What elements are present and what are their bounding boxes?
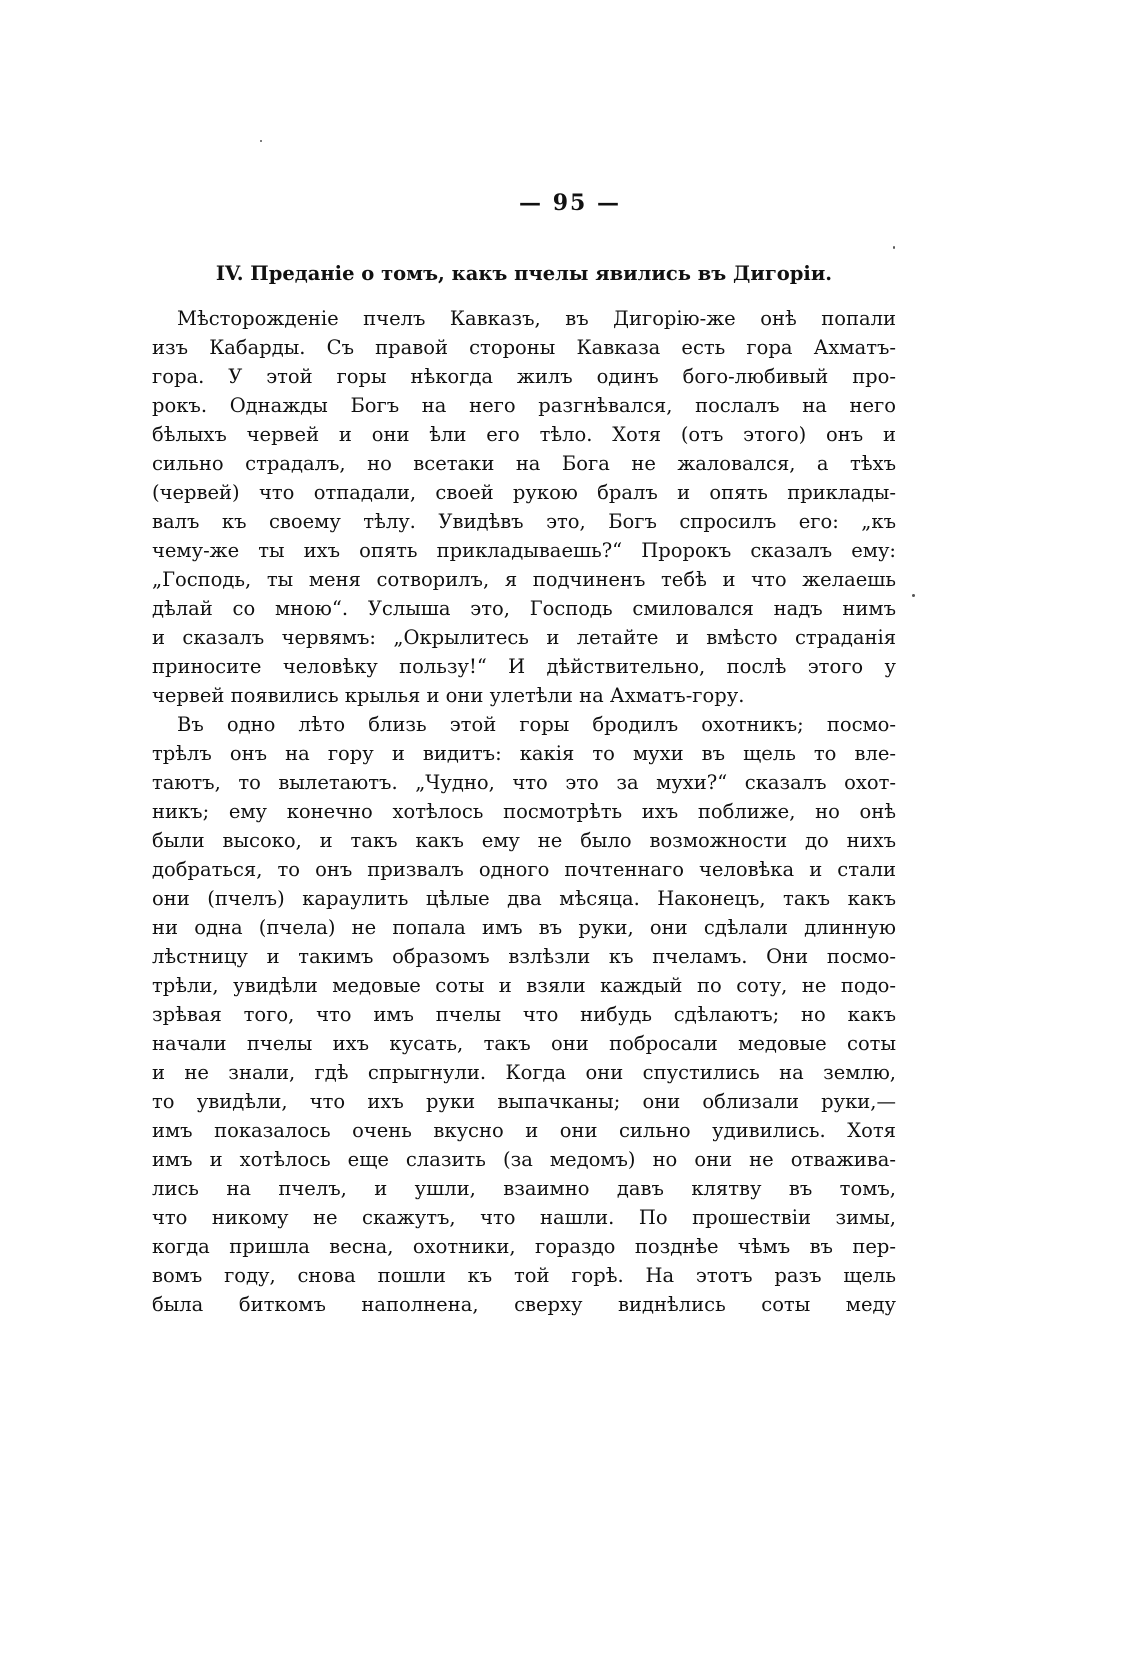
text-line: то увидѣли, что ихъ руки выпачканы; они облизали руки,— <box>152 1090 896 1113</box>
text-line: добраться, то онъ призвалъ одного почтеннаго человѣка и стали <box>152 858 896 881</box>
text-line: они (пчелъ) караулить цѣлые два мѣсяца. Наконецъ, такъ какъ <box>152 887 896 910</box>
text-line: вомъ году, снова пошли къ той горѣ. На этотъ разъ щель <box>152 1264 896 1287</box>
page-number: — 95 — <box>519 190 621 216</box>
paragraph-1 <box>152 304 896 710</box>
text-line: Въ одно лѣто близь этой горы бродилъ охотникъ; посмо- <box>177 713 896 736</box>
section-heading: IV. Преданіе о томъ, какъ пчелы явились въ Дигоріи. <box>215 262 833 285</box>
text-line: была биткомъ наполнена, сверху виднѣлись соты меду <box>152 1293 896 1316</box>
text-line: начали пчелы ихъ кусать, такъ они побросали медовые соты <box>152 1032 896 1055</box>
text-line: (червей) что отпадали, своей рукою бралъ и опять приклады- <box>152 481 896 504</box>
text-line: трѣлъ онъ на гору и видитъ: какія то мухи въ щель то вле- <box>152 742 896 765</box>
scan-speck <box>260 140 262 142</box>
text-line: лѣстницу и такимъ образомъ взлѣзли къ пчеламъ. Они посмо- <box>152 945 896 968</box>
text-line: имъ и хотѣлось еще слазить (за медомъ) но они не отважива- <box>152 1148 896 1171</box>
text-line: сильно страдалъ, но всетаки на Бога не жаловался, а тѣхъ <box>152 452 896 475</box>
text-line: чему-же ты ихъ опять прикладываешь?“ Пророкъ сказалъ ему: <box>152 539 896 562</box>
text-line: Мѣсторожденіе пчелъ Кавказъ, въ Дигорію-же онѣ попали <box>177 307 896 330</box>
text-line: имъ показалось очень вкусно и они сильно удивились. Хотя <box>152 1119 896 1142</box>
text-line: что никому не скажутъ, что нашли. По прошествіи зимы, <box>152 1206 896 1229</box>
text-line: червей появились крылья и они улетѣли на Ахматъ-гору. <box>152 684 745 707</box>
text-line: когда пришла весна, охотники, гораздо позднѣе чѣмъ въ пер- <box>152 1235 896 1258</box>
paragraph-2 <box>152 710 896 1319</box>
text-line: „Господь, ты меня сотворилъ, я подчиненъ тебѣ и что желаешь <box>152 568 896 591</box>
text-line: и не знали, гдѣ спрыгнули. Когда они спустились на землю, <box>152 1061 896 1084</box>
text-line: гора. У этой горы нѣкогда жилъ одинъ бого-любивый про- <box>152 365 896 388</box>
text-line: и сказалъ червямъ: „Окрылитесь и летайте и вмѣсто страданія <box>152 626 896 649</box>
text-line: зрѣвая того, что имъ пчелы что нибудь сдѣлаютъ; но какъ <box>152 1003 896 1026</box>
text-line: трѣли, увидѣли медовые соты и взяли каждый по соту, не подо- <box>152 974 896 997</box>
text-line: бѣлыхъ червей и они ѣли его тѣло. Хотя (отъ этого) онъ и <box>152 423 896 446</box>
text-line: валъ къ своему тѣлу. Увидѣвъ это, Богъ спросилъ его: „къ <box>152 510 896 533</box>
text-line: были высоко, и такъ какъ ему не было возможности до нихъ <box>152 829 896 852</box>
text-line: таютъ, то вылетаютъ. „Чудно, что это за мухи?“ сказалъ охот- <box>152 771 896 794</box>
text-line: рокъ. Однажды Богъ на него разгнѣвался, послалъ на него <box>152 394 896 417</box>
text-line: приносите человѣку пользу!“ И дѣйствительно, послѣ этого у <box>152 655 896 678</box>
scan-speck <box>893 246 895 249</box>
text-line: никъ; ему конечно хотѣлось посмотрѣть ихъ поближе, но онѣ <box>152 800 896 823</box>
text-column <box>152 258 896 1319</box>
text-line: дѣлай со мною“. Услыша это, Господь смиловался надъ нимъ <box>152 597 896 620</box>
text-line: ни одна (пчела) не попала имъ въ руки, они сдѣлали длинную <box>152 916 896 939</box>
text-line: изъ Кабарды. Съ правой стороны Кавказа есть гора Ахматъ- <box>152 336 896 359</box>
scan-speck <box>912 594 915 597</box>
text-line: лись на пчелъ, и ушли, взаимно давъ клятву въ томъ, <box>152 1177 896 1200</box>
